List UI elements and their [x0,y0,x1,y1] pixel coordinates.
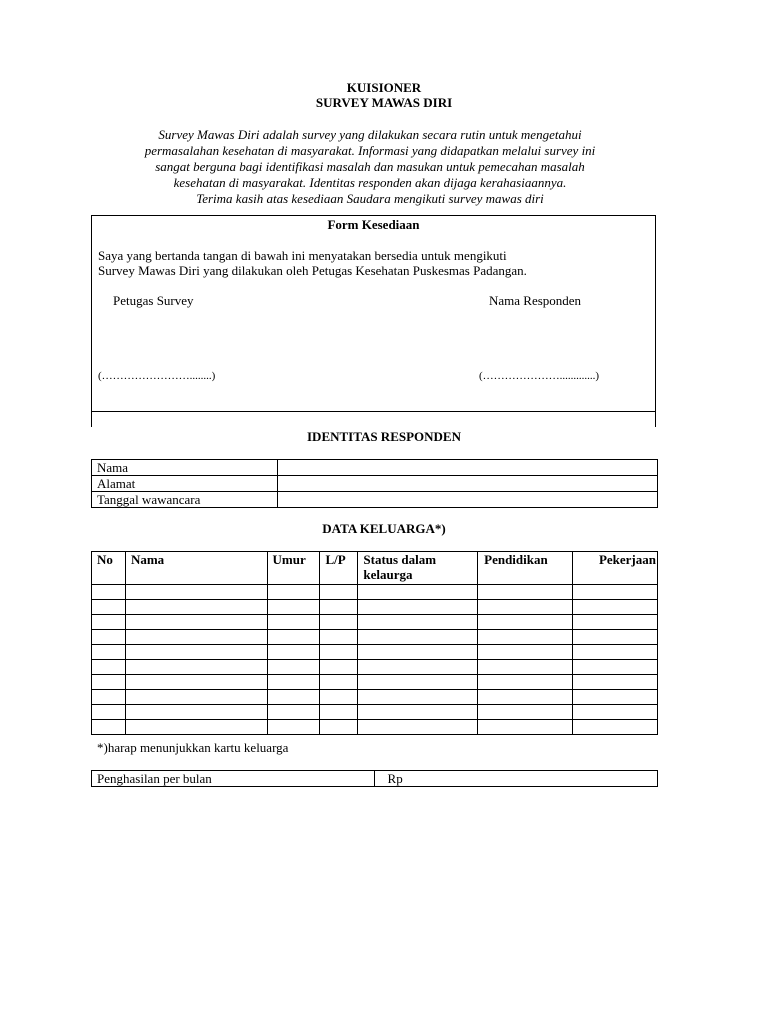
respondent-label: Nama Responden [489,293,582,308]
table-cell[interactable] [320,690,358,705]
consent-form-box [91,215,656,427]
table-cell[interactable] [92,600,126,615]
table-row [92,690,658,705]
table-row [92,476,658,492]
table-cell[interactable] [92,630,126,645]
table-cell[interactable] [358,585,478,600]
table-cell[interactable] [267,615,320,630]
table-row [92,771,658,787]
income-label: Penghasilan per bulan [92,771,375,787]
table-cell[interactable] [125,720,267,735]
table-cell[interactable] [267,660,320,675]
divider [92,411,655,412]
table-cell[interactable] [358,705,478,720]
income-table [91,770,658,787]
table-row [92,645,658,660]
table-cell[interactable] [125,585,267,600]
table-cell[interactable] [92,585,126,600]
consent-text-line: Survey Mawas Diri yang dilakukan oleh Petugas Kesehatan Puskesmas Padangan. [98,263,527,278]
consent-form-text [98,248,527,278]
table-cell[interactable] [478,600,573,615]
table-row [92,585,658,600]
table-cell[interactable] [320,660,358,675]
table-cell[interactable] [478,720,573,735]
table-cell[interactable] [573,675,658,690]
officer-label: Petugas Survey [113,293,194,308]
table-cell[interactable] [320,720,358,735]
table-row [92,492,658,508]
intro-line: Terima kasih atas kesediaan Saudara mengikuti survey mawas diri [196,191,544,206]
consent-text-line: Saya yang bertanda tangan di bawah ini menyatakan bersedia untuk mengikuti [98,248,507,263]
table-cell[interactable] [358,720,478,735]
table-row [92,630,658,645]
table-cell[interactable] [125,630,267,645]
column-header-status: Status dalam kelaurga [358,552,478,585]
table-cell[interactable] [92,675,126,690]
intro-line: kesehatan di masyarakat. Identitas responden akan dijaga kerahasiaannya. [173,175,567,190]
column-header-lp: L/P [320,552,358,585]
identity-value-alamat[interactable] [277,476,657,492]
table-cell[interactable] [358,630,478,645]
table-cell[interactable] [573,630,658,645]
document-subtitle: SURVEY MAWAS DIRI [315,95,453,110]
table-cell[interactable] [573,720,658,735]
identity-value-tanggal[interactable] [277,492,657,508]
table-cell[interactable] [267,705,320,720]
column-header-umur: Umur [267,552,320,585]
table-cell[interactable] [478,660,573,675]
table-cell[interactable] [573,660,658,675]
table-cell[interactable] [358,645,478,660]
identity-label-tanggal: Tanggal wawancara [92,492,278,508]
table-cell[interactable] [320,600,358,615]
table-cell[interactable] [478,690,573,705]
table-header-row [92,552,658,585]
table-cell[interactable] [320,615,358,630]
table-cell[interactable] [358,660,478,675]
intro-line: Survey Mawas Diri adalah survey yang dilakukan secara rutin untuk mengetahui [158,127,582,142]
table-row [92,460,658,476]
table-cell[interactable] [478,585,573,600]
table-cell[interactable] [267,585,320,600]
table-row [92,615,658,630]
table-row [92,705,658,720]
column-header-nama: Nama [125,552,267,585]
table-cell[interactable] [125,615,267,630]
table-cell[interactable] [92,645,126,660]
column-header-pendidikan: Pendidikan [478,552,573,585]
family-heading: DATA KELUARGA*) [322,521,446,536]
table-cell[interactable] [125,645,267,660]
table-row [92,600,658,615]
table-cell[interactable] [478,630,573,645]
identity-value-nama[interactable] [277,460,657,476]
table-cell[interactable] [573,615,658,630]
table-cell[interactable] [92,720,126,735]
table-cell[interactable] [320,705,358,720]
table-cell[interactable] [358,600,478,615]
table-cell[interactable] [358,675,478,690]
document-title: KUISIONER [346,80,422,95]
table-cell[interactable] [573,600,658,615]
table-row [92,660,658,675]
table-cell[interactable] [267,645,320,660]
family-table [91,551,658,735]
table-cell[interactable] [92,660,126,675]
intro-paragraph [100,127,640,207]
consent-form-title: Form Kesediaan [327,217,420,232]
respondent-signature-line[interactable]: (………………….............) [479,370,600,382]
table-cell[interactable] [478,645,573,660]
table-cell[interactable] [478,615,573,630]
table-cell[interactable] [267,720,320,735]
family-footnote: *)harap menunjukkan kartu keluarga [97,740,289,755]
identity-table [91,459,658,508]
table-cell[interactable] [573,690,658,705]
table-cell[interactable] [267,600,320,615]
identity-label-nama: Nama [92,460,278,476]
table-row [92,720,658,735]
table-cell[interactable] [573,705,658,720]
table-cell[interactable] [358,615,478,630]
officer-signature-line[interactable]: (……………………........) [98,370,216,382]
table-cell[interactable] [573,585,658,600]
column-header-pekerjaan: Pekerjaan [573,552,658,585]
table-cell[interactable] [125,705,267,720]
table-cell[interactable] [125,690,267,705]
table-cell[interactable] [267,630,320,645]
table-cell[interactable] [125,600,267,615]
table-cell[interactable] [320,675,358,690]
table-cell[interactable] [478,675,573,690]
table-cell[interactable] [92,690,126,705]
table-cell[interactable] [320,630,358,645]
identity-heading: IDENTITAS RESPONDEN [307,429,461,444]
table-cell[interactable] [573,645,658,660]
table-cell[interactable] [358,690,478,705]
intro-line: permasalahan kesehatan di masyarakat. Informasi yang didapatkan melalui survey ini [144,143,596,158]
table-cell[interactable] [125,675,267,690]
table-cell[interactable] [267,690,320,705]
intro-line: sangat berguna bagi identifikasi masalah dan masukan untuk pemecahan masalah [155,159,585,174]
table-cell[interactable] [267,675,320,690]
table-cell[interactable] [320,645,358,660]
income-value[interactable]: Rp [374,771,657,787]
table-cell[interactable] [320,585,358,600]
table-cell[interactable] [478,705,573,720]
table-cell[interactable] [92,705,126,720]
identity-label-alamat: Alamat [92,476,278,492]
table-row [92,675,658,690]
family-table-body [92,585,658,735]
column-header-no: No [92,552,126,585]
table-cell[interactable] [92,615,126,630]
table-cell[interactable] [125,660,267,675]
